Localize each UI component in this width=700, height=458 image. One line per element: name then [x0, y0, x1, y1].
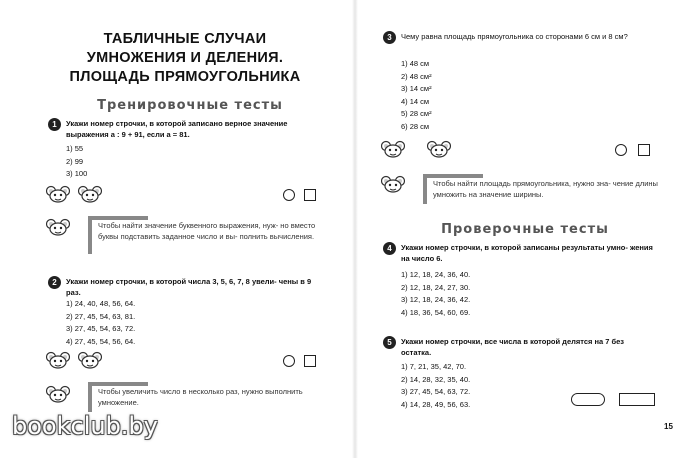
- option[interactable]: 3) 100: [66, 169, 88, 178]
- option[interactable]: 3) 14 см²: [401, 84, 432, 93]
- mouse-icon: [46, 218, 70, 236]
- check-tests-title: Проверочные тесты: [441, 222, 609, 237]
- option[interactable]: 1) 12, 18, 24, 36, 40.: [401, 270, 471, 279]
- mouse-icon: [427, 140, 451, 158]
- option[interactable]: 6) 28 см: [401, 121, 430, 131]
- option[interactable]: 1) 48 см: [401, 59, 430, 68]
- question-1-number: 1: [48, 118, 61, 131]
- option[interactable]: 1) 7, 21, 35, 42, 70.: [401, 362, 467, 371]
- circle-answer-icon[interactable]: [283, 355, 295, 367]
- option[interactable]: 1) 24, 40, 48, 56, 64.: [66, 299, 136, 308]
- square-answer-icon[interactable]: [304, 189, 316, 201]
- question-1-text: Укажи номер строчки, в которой записано верное значение выражения a : 9 + 91, если a = 81.: [66, 119, 288, 139]
- question-1-options: [66, 143, 87, 181]
- mouse-icon: [381, 175, 405, 193]
- mouse-icon: [78, 351, 102, 369]
- question-3-number: 3: [383, 31, 396, 44]
- question-2-options: [66, 298, 135, 348]
- question-5-number: 5: [383, 336, 396, 349]
- option[interactable]: 1) 55: [66, 144, 84, 153]
- tip-2-text: Чтобы увеличить число в несколько раз, нужно выполнить умножение.: [98, 387, 303, 407]
- circle-answer-icon[interactable]: [283, 189, 295, 201]
- title-line-1: ТАБЛИЧНЫЕ СЛУЧАИ: [103, 31, 267, 47]
- question-3-text: Чему равна площадь прямоугольника со сторонами 6 см и 8 см?: [401, 32, 628, 41]
- mouse-icon: [46, 351, 70, 369]
- page-title: [40, 30, 330, 87]
- option[interactable]: 2) 27, 45, 54, 63, 81.: [66, 311, 136, 321]
- watermark: bookclub.by: [12, 412, 158, 440]
- option[interactable]: 3) 12, 18, 24, 36, 42.: [401, 295, 471, 304]
- square-answer-icon[interactable]: [638, 144, 650, 156]
- tip-box-1: [88, 216, 328, 254]
- mouse-icon: [46, 385, 70, 403]
- rect-answer-box[interactable]: [619, 393, 655, 406]
- option[interactable]: 4) 14 см: [401, 96, 430, 106]
- option[interactable]: 2) 14, 28, 32, 35, 40.: [401, 374, 471, 384]
- question-2-number: 2: [48, 276, 61, 289]
- tip-box-2: [88, 382, 328, 412]
- mice-icons: [46, 185, 102, 203]
- question-5-options: [401, 361, 470, 411]
- title-line-3: ПЛОЩАДЬ ПРЯМОУГОЛЬНИКА: [69, 69, 301, 85]
- title-line-2: УМНОЖЕНИЯ И ДЕЛЕНИЯ.: [86, 50, 284, 66]
- oval-answer-box[interactable]: [571, 393, 605, 406]
- circle-answer-icon[interactable]: [615, 144, 627, 156]
- mouse-icon: [78, 185, 102, 203]
- option[interactable]: 5) 28 см²: [401, 109, 432, 118]
- question-4-text: Укажи номер строчки, в которой записаны результаты умно- жения на число 6.: [401, 243, 653, 263]
- question-4-number: 4: [383, 242, 396, 255]
- tip-3-text: Чтобы найти площадь прямоугольника, нужно зна- чение длины умножить на значение ширины.: [433, 179, 658, 199]
- mouse-icon: [381, 140, 405, 158]
- option[interactable]: 3) 27, 45, 54, 63, 72.: [401, 387, 471, 396]
- mouse-icon: [46, 185, 70, 203]
- tip-1-text: Чтобы найти значение буквенного выражения, нуж- но вместо буквы подставить заданное число и вы- полнить вычисления.: [98, 221, 316, 241]
- option[interactable]: 4) 18, 36, 54, 60, 69.: [401, 307, 471, 317]
- mice-icons: [46, 351, 102, 369]
- page-number: 15: [664, 422, 673, 431]
- question-3-options: [401, 58, 432, 133]
- option[interactable]: 2) 12, 18, 24, 27, 30.: [401, 282, 471, 292]
- option[interactable]: 4) 14, 28, 49, 56, 63.: [401, 399, 471, 409]
- question-2-text: Укажи номер строчки, в которой числа 3, 5, 6, 7, 8 увели- чены в 9 раз.: [66, 277, 312, 297]
- option[interactable]: 4) 27, 45, 54, 56, 64.: [66, 336, 136, 346]
- question-4-options: [401, 269, 470, 319]
- right-page: [355, 0, 700, 458]
- mice-icons: [381, 140, 451, 158]
- square-answer-icon[interactable]: [304, 355, 316, 367]
- option[interactable]: 2) 99: [66, 156, 84, 166]
- option[interactable]: 2) 48 см²: [401, 71, 432, 81]
- training-tests-title: Тренировочные тесты: [97, 98, 283, 113]
- option[interactable]: 3) 27, 45, 54, 63, 72.: [66, 324, 136, 333]
- tip-box-3: [423, 174, 663, 204]
- question-5-text: Укажи номер строчки, все числа в которой делятся на 7 без остатка.: [401, 337, 625, 357]
